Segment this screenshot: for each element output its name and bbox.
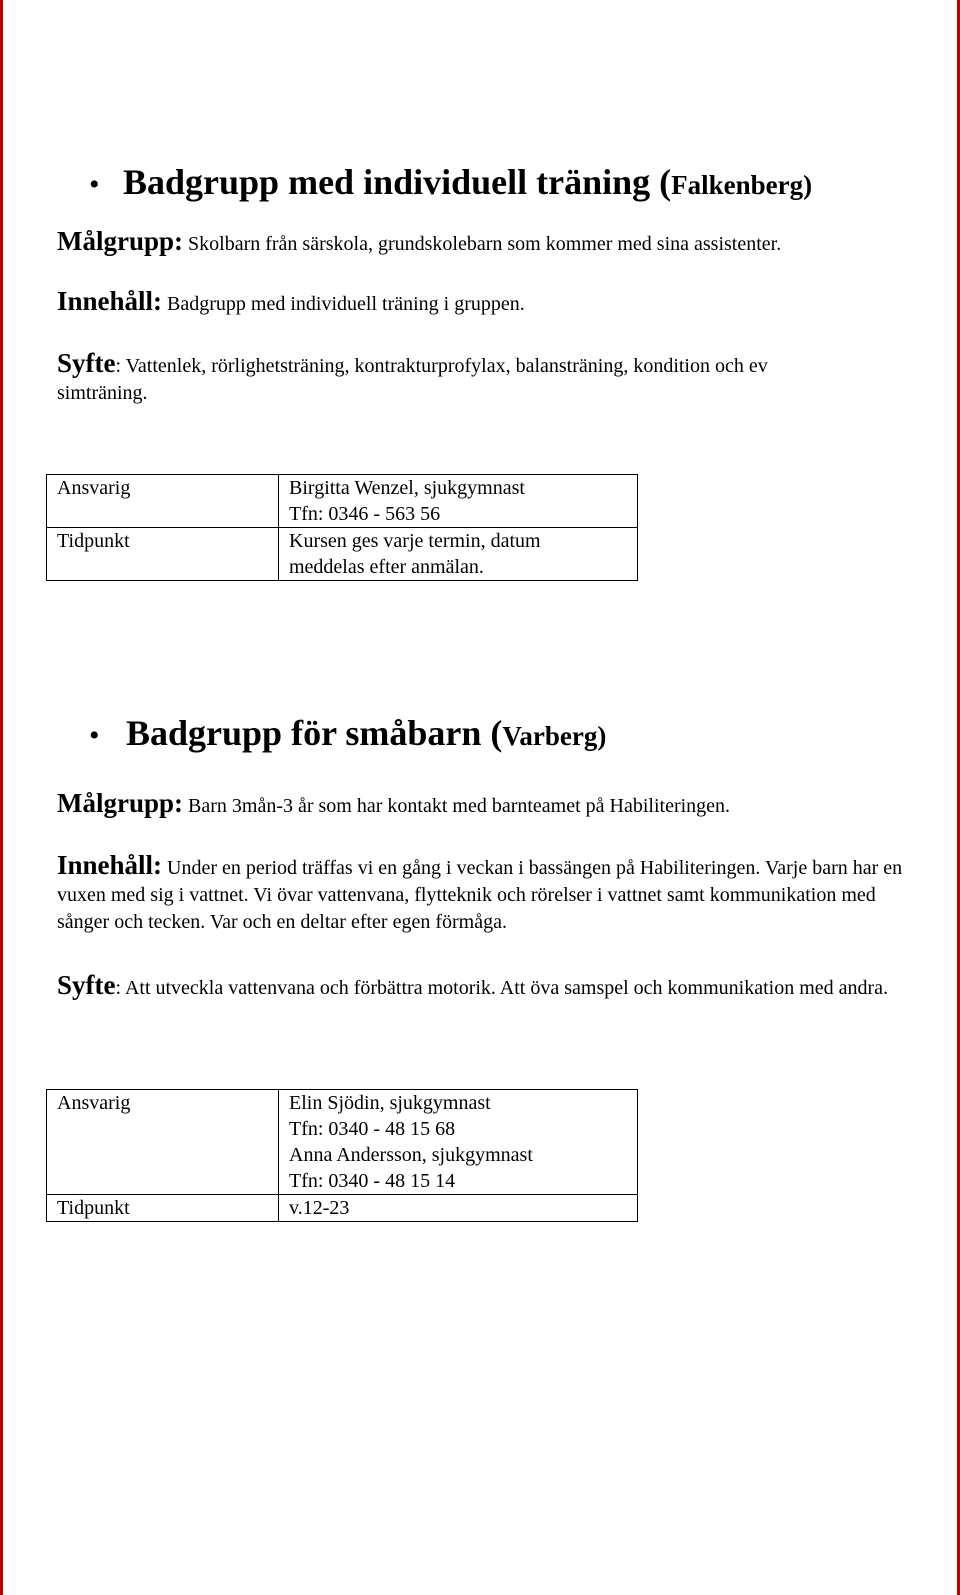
ansvarig-label: Ansvarig — [47, 1090, 279, 1195]
bullet-icon: • — [89, 719, 100, 752]
info-table — [46, 1089, 638, 1222]
innehall-label: Innehåll: — [57, 286, 163, 316]
table-row-tidpunkt — [47, 528, 638, 581]
tidpunkt-value — [279, 1195, 638, 1222]
syfte-paragraph — [57, 350, 862, 407]
ansvarig-value — [279, 475, 638, 528]
ansvarig-line: Tfn: 0340 - 48 15 14 — [289, 1170, 456, 1192]
malgrupp-paragraph — [57, 790, 917, 820]
syfte-paragraph — [57, 972, 902, 1002]
section-heading-varberg — [89, 715, 606, 751]
malgrupp-paragraph — [57, 228, 917, 258]
ansvarig-line: Elin Sjödin, sjukgymnast — [289, 1092, 491, 1114]
bullet-icon: • — [89, 168, 100, 201]
innehall-label: Innehåll: — [57, 850, 163, 880]
tidpunkt-line: meddelas efter anmälan. — [289, 556, 484, 578]
ansvarig-line: Birgitta Wenzel, sjukgymnast — [289, 477, 525, 499]
ansvarig-label: Ansvarig — [47, 475, 279, 528]
syfte-text: : Att utveckla vattenvana och förbättra motorik. Att öva samspel och kommunikation med andra. — [115, 977, 889, 999]
malgrupp-label: Målgrupp: — [57, 226, 184, 256]
table-row-tidpunkt — [47, 1195, 638, 1222]
malgrupp-text: Barn 3mån-3 år som har kontakt med barnteamet på Habiliteringen. — [183, 795, 731, 817]
section-location: Falkenberg) — [671, 170, 813, 200]
innehall-paragraph — [57, 288, 917, 318]
section-title: Badgrupp för småbarn ( — [126, 713, 503, 753]
malgrupp-text: Skolbarn från särskola, grundskolebarn som kommer med sina assistenter. — [183, 233, 782, 255]
section-heading-falkenberg — [89, 164, 812, 200]
ansvarig-line: Tfn: 0346 - 563 56 — [289, 503, 441, 525]
ansvarig-value — [279, 1090, 638, 1195]
tidpunkt-line: Kursen ges varje termin, datum — [289, 530, 541, 552]
tidpunkt-line: v.12-23 — [289, 1197, 350, 1219]
ansvarig-line: Tfn: 0340 - 48 15 68 — [289, 1118, 456, 1140]
table-row-ansvarig — [47, 475, 638, 528]
section-title: Badgrupp med individuell träning ( — [123, 162, 672, 202]
tidpunkt-label: Tidpunkt — [47, 528, 279, 581]
section-location: Varberg) — [502, 721, 607, 751]
syfte-label: Syfte — [57, 970, 116, 1000]
info-table — [46, 474, 638, 581]
syfte-text: : Vattenlek, rörlighetsträning, kontrakturprofylax, balansträning, kondition och ev simträning. — [57, 355, 768, 404]
innehall-text: Under en period träffas vi en gång i veckan i bassängen på Habiliteringen. Varje barn har en vuxen med sig i vattnet. Vi övar vattenvana, flytteknik och rörelser i vattnet samt kommunikation med sånger och tecken. Var och en deltar efter egen förmåga. — [57, 857, 903, 933]
tidpunkt-label: Tidpunkt — [47, 1195, 279, 1222]
innehall-paragraph — [57, 852, 909, 936]
table-row-ansvarig — [47, 1090, 638, 1195]
syfte-label: Syfte — [57, 348, 116, 378]
malgrupp-label: Målgrupp: — [57, 788, 184, 818]
tidpunkt-value — [279, 528, 638, 581]
ansvarig-line: Anna Andersson, sjukgymnast — [289, 1144, 533, 1166]
innehall-text: Badgrupp med individuell träning i gruppen. — [162, 293, 525, 315]
